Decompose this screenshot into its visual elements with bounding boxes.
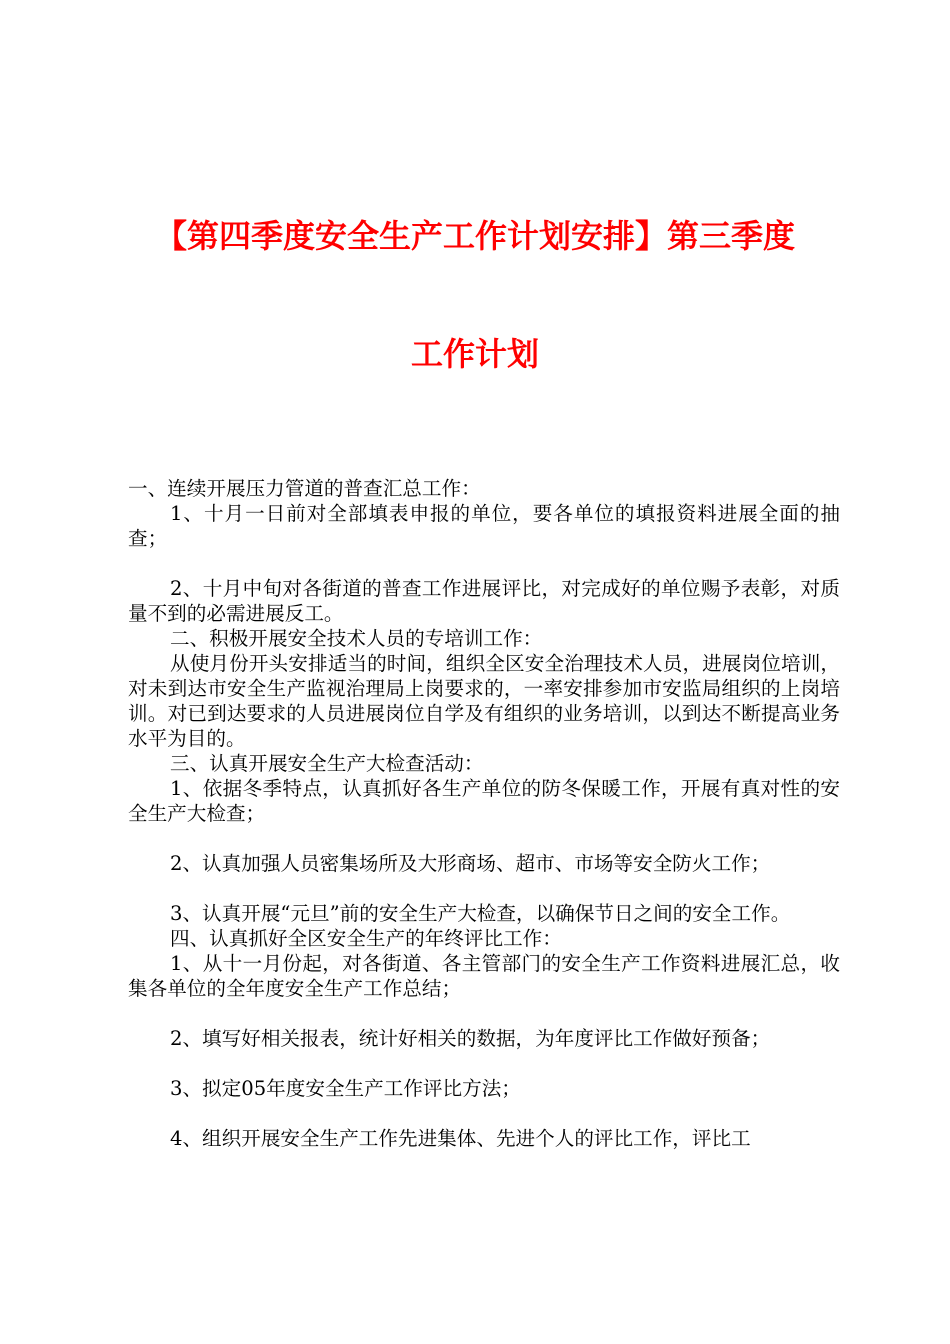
list-item-3-1: 1、依据冬季特点，认真抓好各生产单位的防冬保暖工作，开展有真对性的安全生产大检查； xyxy=(128,777,840,825)
paragraph-gap xyxy=(128,1101,840,1126)
document-body xyxy=(128,476,840,1151)
list-item-4-3: 3、拟定05年度安全生产工作评比方法； xyxy=(170,1077,521,1100)
list-item-4-1: 1、从十一月份起，对各街道、各主管部门的安全生产工作资料进展汇总，收集各单位的全年度安全生产工作总结； xyxy=(128,952,840,1000)
section-heading-2: 二、积极开展安全技术人员的专培训工作： xyxy=(170,627,543,650)
paragraph-gap xyxy=(128,1001,840,1026)
paragraph-2: 从使月份开头安排适当的时间，组织全区安全治理技术人员，进展岗位培训，对未到达市安全生产监视治理局上岗要求的，一率安排参加市安监局组织的上岗培训。对已到达要求的人员进展岗位自学及有组织的业务培训，以到达不断提高业务水平为目的。 xyxy=(128,652,840,750)
list-item-3-2: 2、认真加强人员密集场所及大形商场、超市、市场等安全防火工作； xyxy=(170,852,771,875)
list-item-1-2: 2、十月中旬对各街道的普查工作进展评比，对完成好的单位赐予表彰，对质量不到的必需进展反工。 xyxy=(128,577,840,625)
paragraph-gap xyxy=(128,551,840,576)
list-item-3-3: 3、认真开展“元旦”前的安全生产大检查，以确保节日之间的安全工作。 xyxy=(170,902,791,925)
section-heading-3: 三、认真开展安全生产大检查活动： xyxy=(170,752,484,775)
list-item-4-2: 2、填写好相关报表，统计好相关的数据，为年度评比工作做好预备； xyxy=(170,1027,771,1050)
paragraph-gap xyxy=(128,876,840,901)
section-heading-1: 一、连续开展压力管道的普查汇总工作： xyxy=(128,477,481,500)
paragraph-gap xyxy=(128,826,840,851)
list-item-1-1: 1、十月一日前对全部填表申报的单位，要各单位的填报资料进展全面的抽查； xyxy=(128,502,840,550)
paragraph-gap xyxy=(128,1051,840,1076)
section-heading-4: 四、认真抓好全区安全生产的年终评比工作： xyxy=(170,927,562,950)
document-title-line-1: 【第四季度安全生产工作计划安排】第三季度 xyxy=(154,217,795,255)
list-item-4-4: 4、组织开展安全生产工作先进集体、先进个人的评比工作，评比工 xyxy=(170,1127,751,1150)
document-title-line-2: 工作计划 xyxy=(410,335,539,373)
